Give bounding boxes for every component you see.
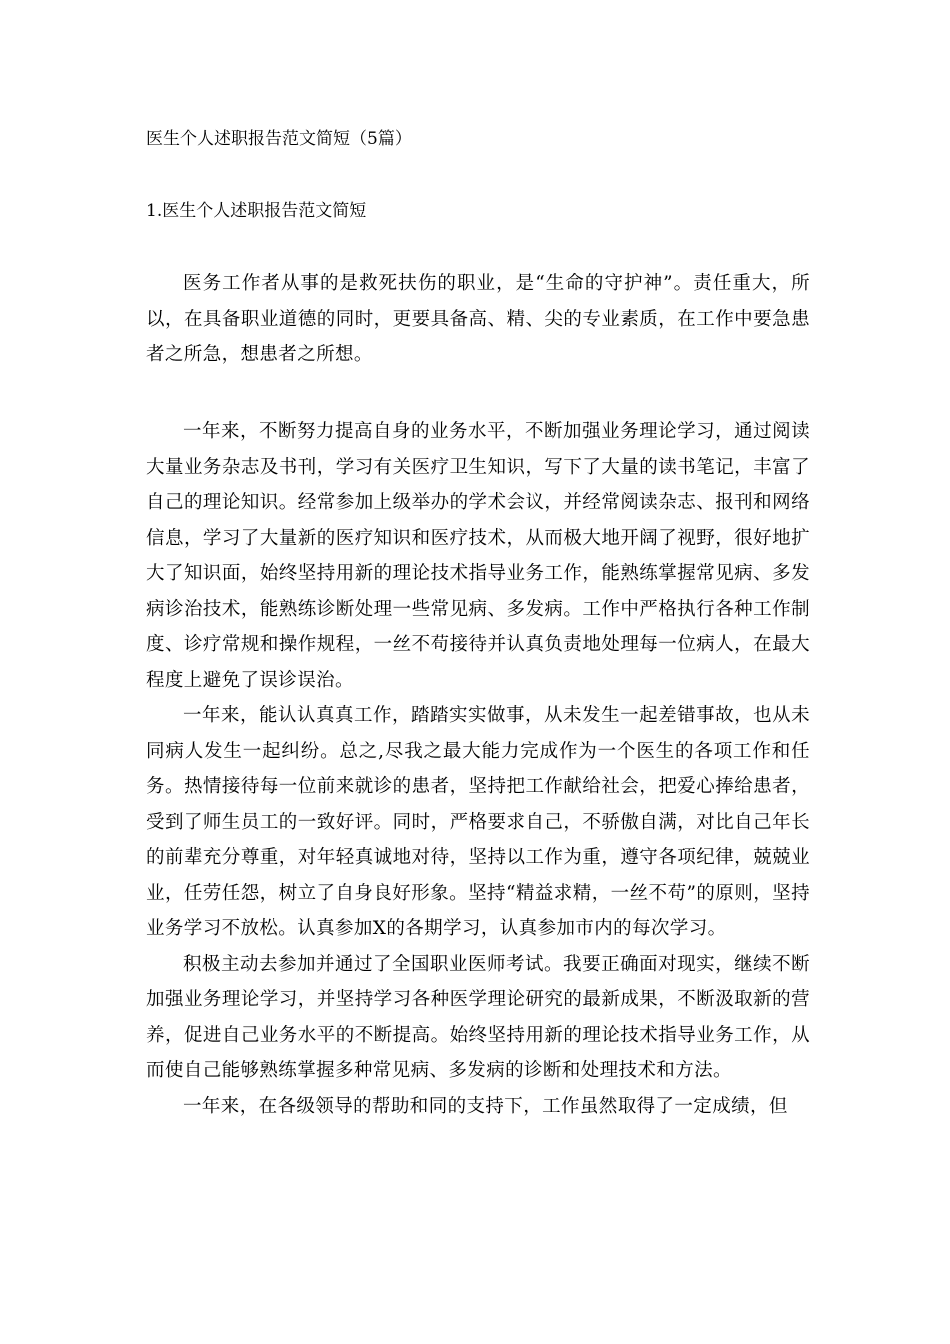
body-text-block <box>146 414 810 1124</box>
paragraph-4: 积极主动去参加并通过了全国职业医师考试。我要正确面对现实，继续不断加强业务理论学习，并坚持学习各种医学理论研究的最新成果，不断汲取新的营养，促进自己业务水平的不断提高。始终坚持用新的理论技术指导业务工作，从而使自己能够熟练掌握多种常见病、多发病的诊断和处理技术和方法。 <box>146 953 810 1081</box>
paragraph-3: 一年来，能认认真真工作，踏踏实实做事，从未发生一起差错事故，也从未同病人发生一起纠纷。总之,尽我之最大能力完成作为一个医生的各项工作和任务。热情接待每一位前来就诊的患者，坚持把工作献给社会，把爱心捧给患者，受到了师生员工的一致好评。同时，严格要求自己，不骄傲自满，对比自己年长的前辈充分尊重，对年轻真诚地对待，坚持以工作为重，遵守各项纪律，兢兢业业，任劳任怨，树立了自身良好形象。坚持“精益求精，一丝不苟”的原则，坚持业务学习不放松。认真参加X的各期学习，认真参加市内的每次学习。 <box>146 705 810 939</box>
intro-block <box>146 266 810 373</box>
section-heading: 1.医生个人述职报告范文简短 <box>146 201 367 221</box>
document-title: 医生个人述职报告范文简短（5篇） <box>146 129 412 149</box>
paragraph-2: 一年来，不断努力提高自身的业务水平，不断加强业务理论学习，通过阅读大量业务杂志及书刊，学习有关医疗卫生知识，写下了大量的读书笔记，丰富了自己的理论知识。经常参加上级举办的学术会议，并经常阅读杂志、报刊和网络信息，学习了大量新的医疗知识和医疗技术，从而极大地开阔了视野，很好地扩大了知识面，始终坚持用新的理论技术指导业务工作，能熟练掌握常见病、多发病诊治技术，能熟练诊断处理一些常见病、多发病。工作中严格执行各种工作制度、诊疗常规和操作规程，一丝不苟接待并认真负责地处理每一位病人，在最大程度上避免了误诊误治。 <box>146 421 810 691</box>
paragraph-1: 医务工作者从事的是救死扶伤的职业，是“生命的守护神”。责任重大，所以，在具备职业道德的同时，更要具备高、精、尖的专业素质，在工作中要急患者之所急，想患者之所想。 <box>146 273 810 365</box>
paragraph-5: 一年来，在各级领导的帮助和同的支持下，工作虽然取得了一定成绩，但 <box>183 1095 788 1117</box>
